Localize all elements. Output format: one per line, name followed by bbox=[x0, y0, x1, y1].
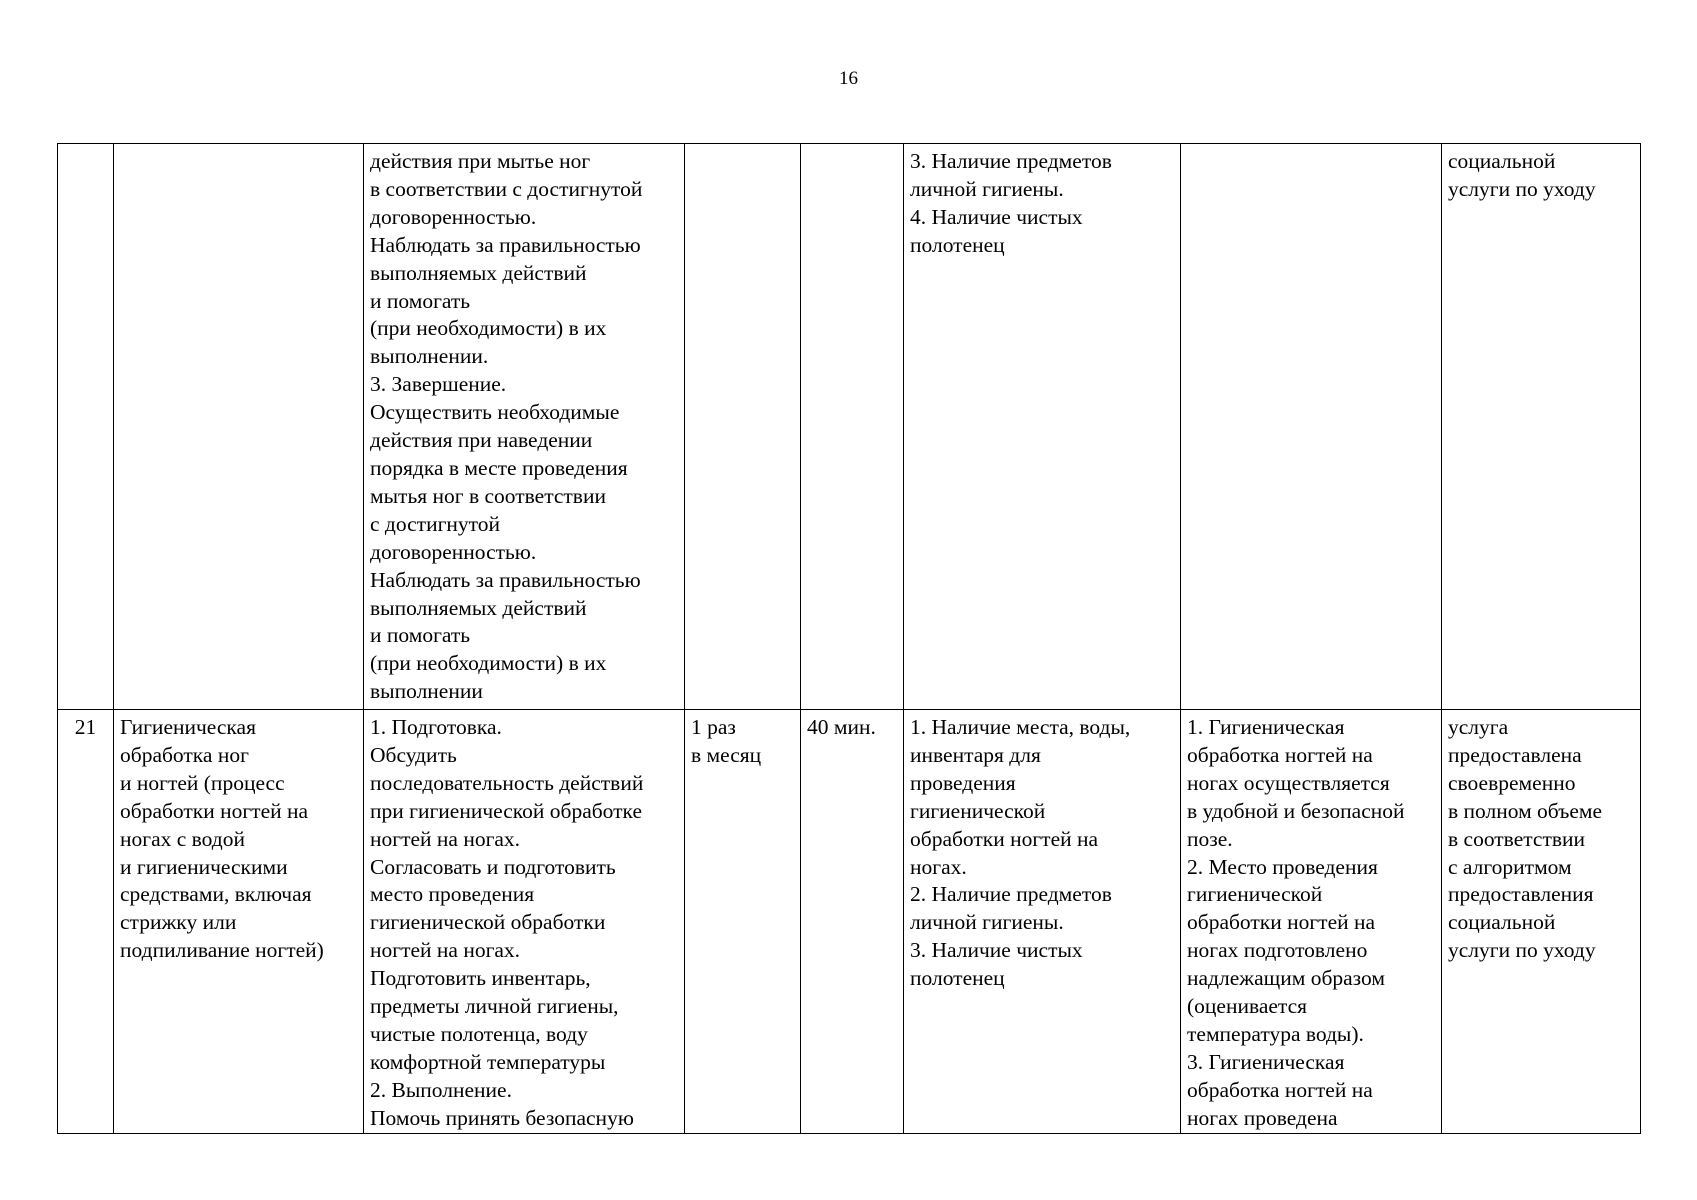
table-row bbox=[58, 710, 1641, 1134]
page-number: 16 bbox=[839, 68, 858, 89]
service-name-cell: Гигиеническая обработка ног и ногтей (процесс обработки ногтей на ногах с водой и гигиеническими средствами, включая стрижку или подпиливание ногтей) bbox=[114, 710, 364, 1134]
conditions-cell: 1. Наличие места, воды, инвентаря для проведения гигиенической обработки ногтей на ногах. 2. Наличие предметов личной гигиены. 3. Наличие чистых полотенец bbox=[904, 710, 1181, 1134]
duration-cell: 40 мин. bbox=[801, 710, 904, 1134]
frequency-cell bbox=[685, 144, 801, 710]
quality-indicators-cell: 1. Гигиеническая обработка ногтей на ногах осуществляется в удобной и безопасной позе. 2. Место проведения гигиенической обработки ногтей на ногах подготовлено надлежащим образом (оценивается температура воды). 3. Гигиеническая обработка ногтей на ногах проведена bbox=[1181, 710, 1442, 1134]
row-number-cell bbox=[58, 144, 114, 710]
procedure-cell: 1. Подготовка. Обсудить последовательность действий при гигиенической обработке ногтей на ногах. Согласовать и подготовить место проведения гигиенической обработки ногтей на ногах. Подготовить инвентарь, предметы личной гигиены, чистые полотенца, воду комфортной температуры 2. Выполнение. Помочь принять безопасную bbox=[364, 710, 685, 1134]
service-name-cell bbox=[114, 144, 364, 710]
conditions-cell: 3. Наличие предметов личной гигиены. 4. Наличие чистых полотенец bbox=[904, 144, 1181, 710]
result-cell: социальной услуги по уходу bbox=[1442, 144, 1641, 710]
procedure-cell: действия при мытье ног в соответствии с достигнутой договоренностью. Наблюдать за правильностью выполняемых действий и помогать (при необходимости) в их выполнении. 3. Завершение. Осуществить необходимые действия при наведении порядка в месте проведения мытья ног в соответствии с достигнутой договоренностью. Наблюдать за правильностью выполняемых действий и помогать (при необходимости) в их выполнении bbox=[364, 144, 685, 710]
row-number-cell: 21 bbox=[58, 710, 114, 1134]
table-row bbox=[58, 144, 1641, 710]
frequency-cell: 1 раз в месяц bbox=[685, 710, 801, 1134]
quality-indicators-cell bbox=[1181, 144, 1442, 710]
services-table bbox=[57, 143, 1641, 1134]
duration-cell bbox=[801, 144, 904, 710]
result-cell: услуга предоставлена своевременно в полном объеме в соответствии с алгоритмом предоставления социальной услуги по уходу bbox=[1442, 710, 1641, 1134]
